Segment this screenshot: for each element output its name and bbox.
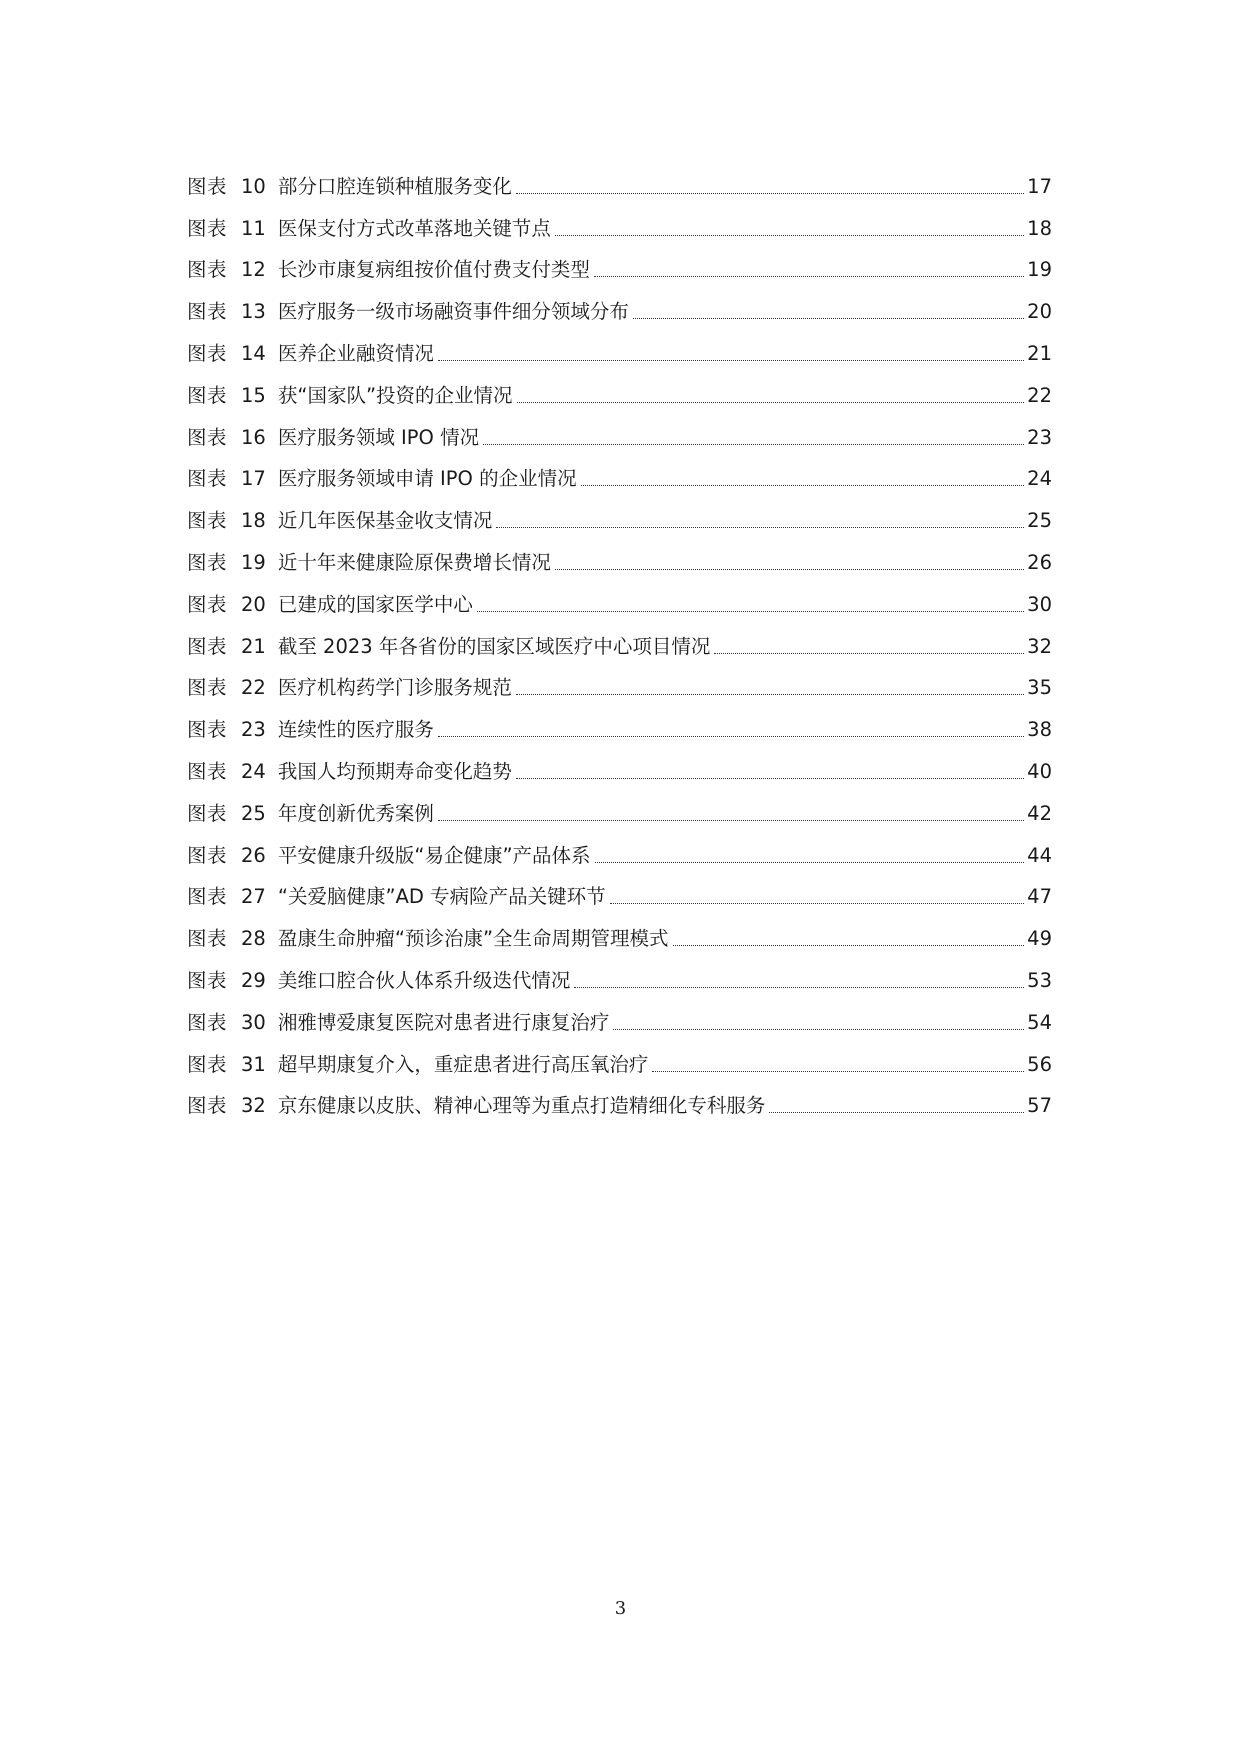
toc-entry-number: 27 xyxy=(241,885,266,909)
toc-entry-prefix: 图表 xyxy=(187,383,228,407)
toc-entry[interactable] xyxy=(187,409,1052,451)
toc-entry-page: 24 xyxy=(1027,467,1052,491)
toc-entry-page: 21 xyxy=(1027,341,1052,365)
toc-entry-title: 近几年医保基金收支情况 xyxy=(277,509,493,533)
toc-entry-page: 30 xyxy=(1027,592,1052,616)
toc-entry-number: 20 xyxy=(241,592,266,616)
toc-entry-title: 湘雅博爱康复医院对患者进行康复治疗 xyxy=(277,1010,610,1034)
page-number: 3 xyxy=(614,1598,627,1619)
toc-entry-prefix: 图表 xyxy=(187,927,228,951)
toc-entry-page: 47 xyxy=(1027,885,1052,909)
toc-entry-number: 11 xyxy=(241,216,266,240)
toc-entry-number: 21 xyxy=(241,634,266,658)
dot-leader xyxy=(516,778,1024,779)
dot-leader xyxy=(555,235,1024,236)
dot-leader xyxy=(517,402,1025,403)
toc-entry-prefix: 图表 xyxy=(187,592,228,616)
toc-entry-page: 32 xyxy=(1027,634,1052,658)
toc-entry-page: 18 xyxy=(1027,216,1052,240)
toc-entry-page: 40 xyxy=(1027,759,1052,783)
toc-entry-prefix: 图表 xyxy=(187,341,228,365)
dot-leader xyxy=(516,694,1024,695)
toc-entry-page: 17 xyxy=(1027,174,1052,198)
dot-leader xyxy=(574,987,1024,988)
toc-entry-page: 26 xyxy=(1027,550,1052,574)
toc-entry-number: 12 xyxy=(241,258,266,282)
toc-entry-title: 医养企业融资情况 xyxy=(277,341,434,365)
dot-leader xyxy=(610,903,1025,904)
toc-entry-page: 56 xyxy=(1027,1052,1052,1076)
toc-entry-page: 49 xyxy=(1027,927,1052,951)
toc-entry[interactable] xyxy=(187,283,1052,325)
toc-entry-prefix: 图表 xyxy=(187,676,228,700)
toc-entry-title: 获“国家队”投资的企业情况 xyxy=(277,383,513,407)
toc-entry-number: 28 xyxy=(241,927,266,951)
toc-entry-page: 57 xyxy=(1027,1094,1052,1118)
toc-entry-title: “关爱脑健康”AD 专病险产品关键环节 xyxy=(277,885,606,909)
toc-entry[interactable] xyxy=(187,492,1052,534)
toc-entry-number: 29 xyxy=(241,968,266,992)
toc-entry-number: 13 xyxy=(241,300,266,324)
toc-entry-page: 42 xyxy=(1027,801,1052,825)
toc-entry-page: 20 xyxy=(1027,300,1052,324)
dot-leader xyxy=(714,653,1024,654)
toc-entry-title: 年度创新优秀案例 xyxy=(277,801,434,825)
toc-entry[interactable] xyxy=(187,910,1052,952)
toc-entry-title: 盈康生命肿瘤“预诊治康”全生命周期管理模式 xyxy=(277,927,669,951)
toc-entry[interactable] xyxy=(187,200,1052,242)
toc-entry[interactable] xyxy=(187,869,1052,911)
dot-leader xyxy=(438,820,1024,821)
toc-entry-number: 30 xyxy=(241,1010,266,1034)
dot-leader xyxy=(477,611,1024,612)
toc-entry-prefix: 图表 xyxy=(187,425,228,449)
toc-entry-prefix: 图表 xyxy=(187,258,228,282)
toc-entry-prefix: 图表 xyxy=(187,1094,228,1118)
toc-entry[interactable] xyxy=(187,1036,1052,1078)
toc-entry-prefix: 图表 xyxy=(187,968,228,992)
toc-entry-prefix: 图表 xyxy=(187,634,228,658)
list-of-figures xyxy=(187,158,1052,1119)
toc-entry-title: 超早期康复介入，重症患者进行高压氧治疗 xyxy=(277,1052,649,1076)
toc-entry-prefix: 图表 xyxy=(187,216,228,240)
toc-entry-page: 25 xyxy=(1027,509,1052,533)
dot-leader xyxy=(496,527,1024,528)
toc-entry-number: 15 xyxy=(241,383,266,407)
toc-entry-title: 截至 2023 年各省份的国家区域医疗中心项目情况 xyxy=(277,634,711,658)
toc-entry-prefix: 图表 xyxy=(187,174,228,198)
toc-entry-number: 24 xyxy=(241,759,266,783)
toc-entry[interactable] xyxy=(187,618,1052,660)
toc-entry[interactable] xyxy=(187,1078,1052,1120)
toc-entry-number: 16 xyxy=(241,425,266,449)
toc-entry-number: 19 xyxy=(241,550,266,574)
toc-entry-title: 美维口腔合伙人体系升级迭代情况 xyxy=(277,968,571,992)
toc-entry-title: 医保支付方式改革落地关键节点 xyxy=(277,216,551,240)
toc-entry-page: 19 xyxy=(1027,258,1052,282)
toc-entry-prefix: 图表 xyxy=(187,885,228,909)
toc-entry-prefix: 图表 xyxy=(187,550,228,574)
dot-leader xyxy=(438,360,1024,361)
toc-entry-prefix: 图表 xyxy=(187,718,228,742)
toc-entry-prefix: 图表 xyxy=(187,1010,228,1034)
toc-entry[interactable] xyxy=(187,785,1052,827)
dot-leader xyxy=(673,945,1025,946)
toc-entry-page: 53 xyxy=(1027,968,1052,992)
toc-entry[interactable] xyxy=(187,576,1052,618)
toc-entry-title: 平安健康升级版“易企健康”产品体系 xyxy=(277,843,591,867)
toc-entry-number: 26 xyxy=(241,843,266,867)
toc-entry-number: 17 xyxy=(241,467,266,491)
dot-leader xyxy=(581,485,1025,486)
dot-leader xyxy=(613,1029,1024,1030)
toc-entry[interactable] xyxy=(187,994,1052,1036)
toc-entry-number: 31 xyxy=(241,1052,266,1076)
toc-entry-title: 近十年来健康险原保费增长情况 xyxy=(277,550,551,574)
toc-entry-title: 我国人均预期寿命变化趋势 xyxy=(277,759,512,783)
toc-entry-number: 14 xyxy=(241,341,266,365)
toc-entry-page: 35 xyxy=(1027,676,1052,700)
toc-entry-title: 部分口腔连锁种植服务变化 xyxy=(277,174,512,198)
dot-leader xyxy=(595,862,1025,863)
dot-leader xyxy=(438,736,1024,737)
toc-entry[interactable] xyxy=(187,242,1052,284)
toc-entry-number: 18 xyxy=(241,509,266,533)
toc-entry-prefix: 图表 xyxy=(187,801,228,825)
toc-entry-title: 医疗服务一级市场融资事件细分领域分布 xyxy=(277,300,629,324)
toc-entry[interactable] xyxy=(187,827,1052,869)
toc-entry[interactable] xyxy=(187,660,1052,702)
toc-entry[interactable] xyxy=(187,743,1052,785)
dot-leader xyxy=(483,444,1024,445)
toc-entry-number: 32 xyxy=(241,1094,266,1118)
toc-entry[interactable] xyxy=(187,701,1052,743)
dot-leader xyxy=(516,193,1024,194)
dot-leader xyxy=(769,1112,1024,1113)
toc-entry-title: 长沙市康复病组按价值付费支付类型 xyxy=(277,258,590,282)
toc-entry-number: 23 xyxy=(241,718,266,742)
toc-entry[interactable] xyxy=(187,534,1052,576)
toc-entry[interactable] xyxy=(187,367,1052,409)
toc-entry-number: 22 xyxy=(241,676,266,700)
toc-entry[interactable] xyxy=(187,451,1052,493)
toc-entry-page: 38 xyxy=(1027,718,1052,742)
toc-entry-title: 已建成的国家医学中心 xyxy=(277,592,473,616)
toc-entry-title: 连续性的医疗服务 xyxy=(277,718,434,742)
toc-entry-prefix: 图表 xyxy=(187,509,228,533)
toc-entry-title: 医疗服务领域 IPO 情况 xyxy=(277,425,480,449)
dot-leader xyxy=(594,276,1024,277)
toc-entry-prefix: 图表 xyxy=(187,300,228,324)
toc-entry-page: 44 xyxy=(1027,843,1052,867)
toc-entry-prefix: 图表 xyxy=(187,759,228,783)
dot-leader xyxy=(555,569,1024,570)
toc-entry-title: 京东健康以皮肤、精神心理等为重点打造精细化专科服务 xyxy=(277,1094,766,1118)
toc-entry-page: 54 xyxy=(1027,1010,1052,1034)
toc-entry-page: 22 xyxy=(1027,383,1052,407)
toc-entry-title: 医疗服务领域申请 IPO 的企业情况 xyxy=(277,467,577,491)
toc-entry[interactable] xyxy=(187,952,1052,994)
toc-entry-title: 医疗机构药学门诊服务规范 xyxy=(277,676,512,700)
toc-entry-prefix: 图表 xyxy=(187,1052,228,1076)
toc-entry-prefix: 图表 xyxy=(187,467,228,491)
dot-leader xyxy=(633,318,1024,319)
toc-entry[interactable] xyxy=(187,325,1052,367)
toc-entry-prefix: 图表 xyxy=(187,843,228,867)
toc-entry[interactable] xyxy=(187,158,1052,200)
toc-entry-page: 23 xyxy=(1027,425,1052,449)
dot-leader xyxy=(652,1071,1024,1072)
toc-entry-number: 25 xyxy=(241,801,266,825)
toc-entry-number: 10 xyxy=(241,174,266,198)
